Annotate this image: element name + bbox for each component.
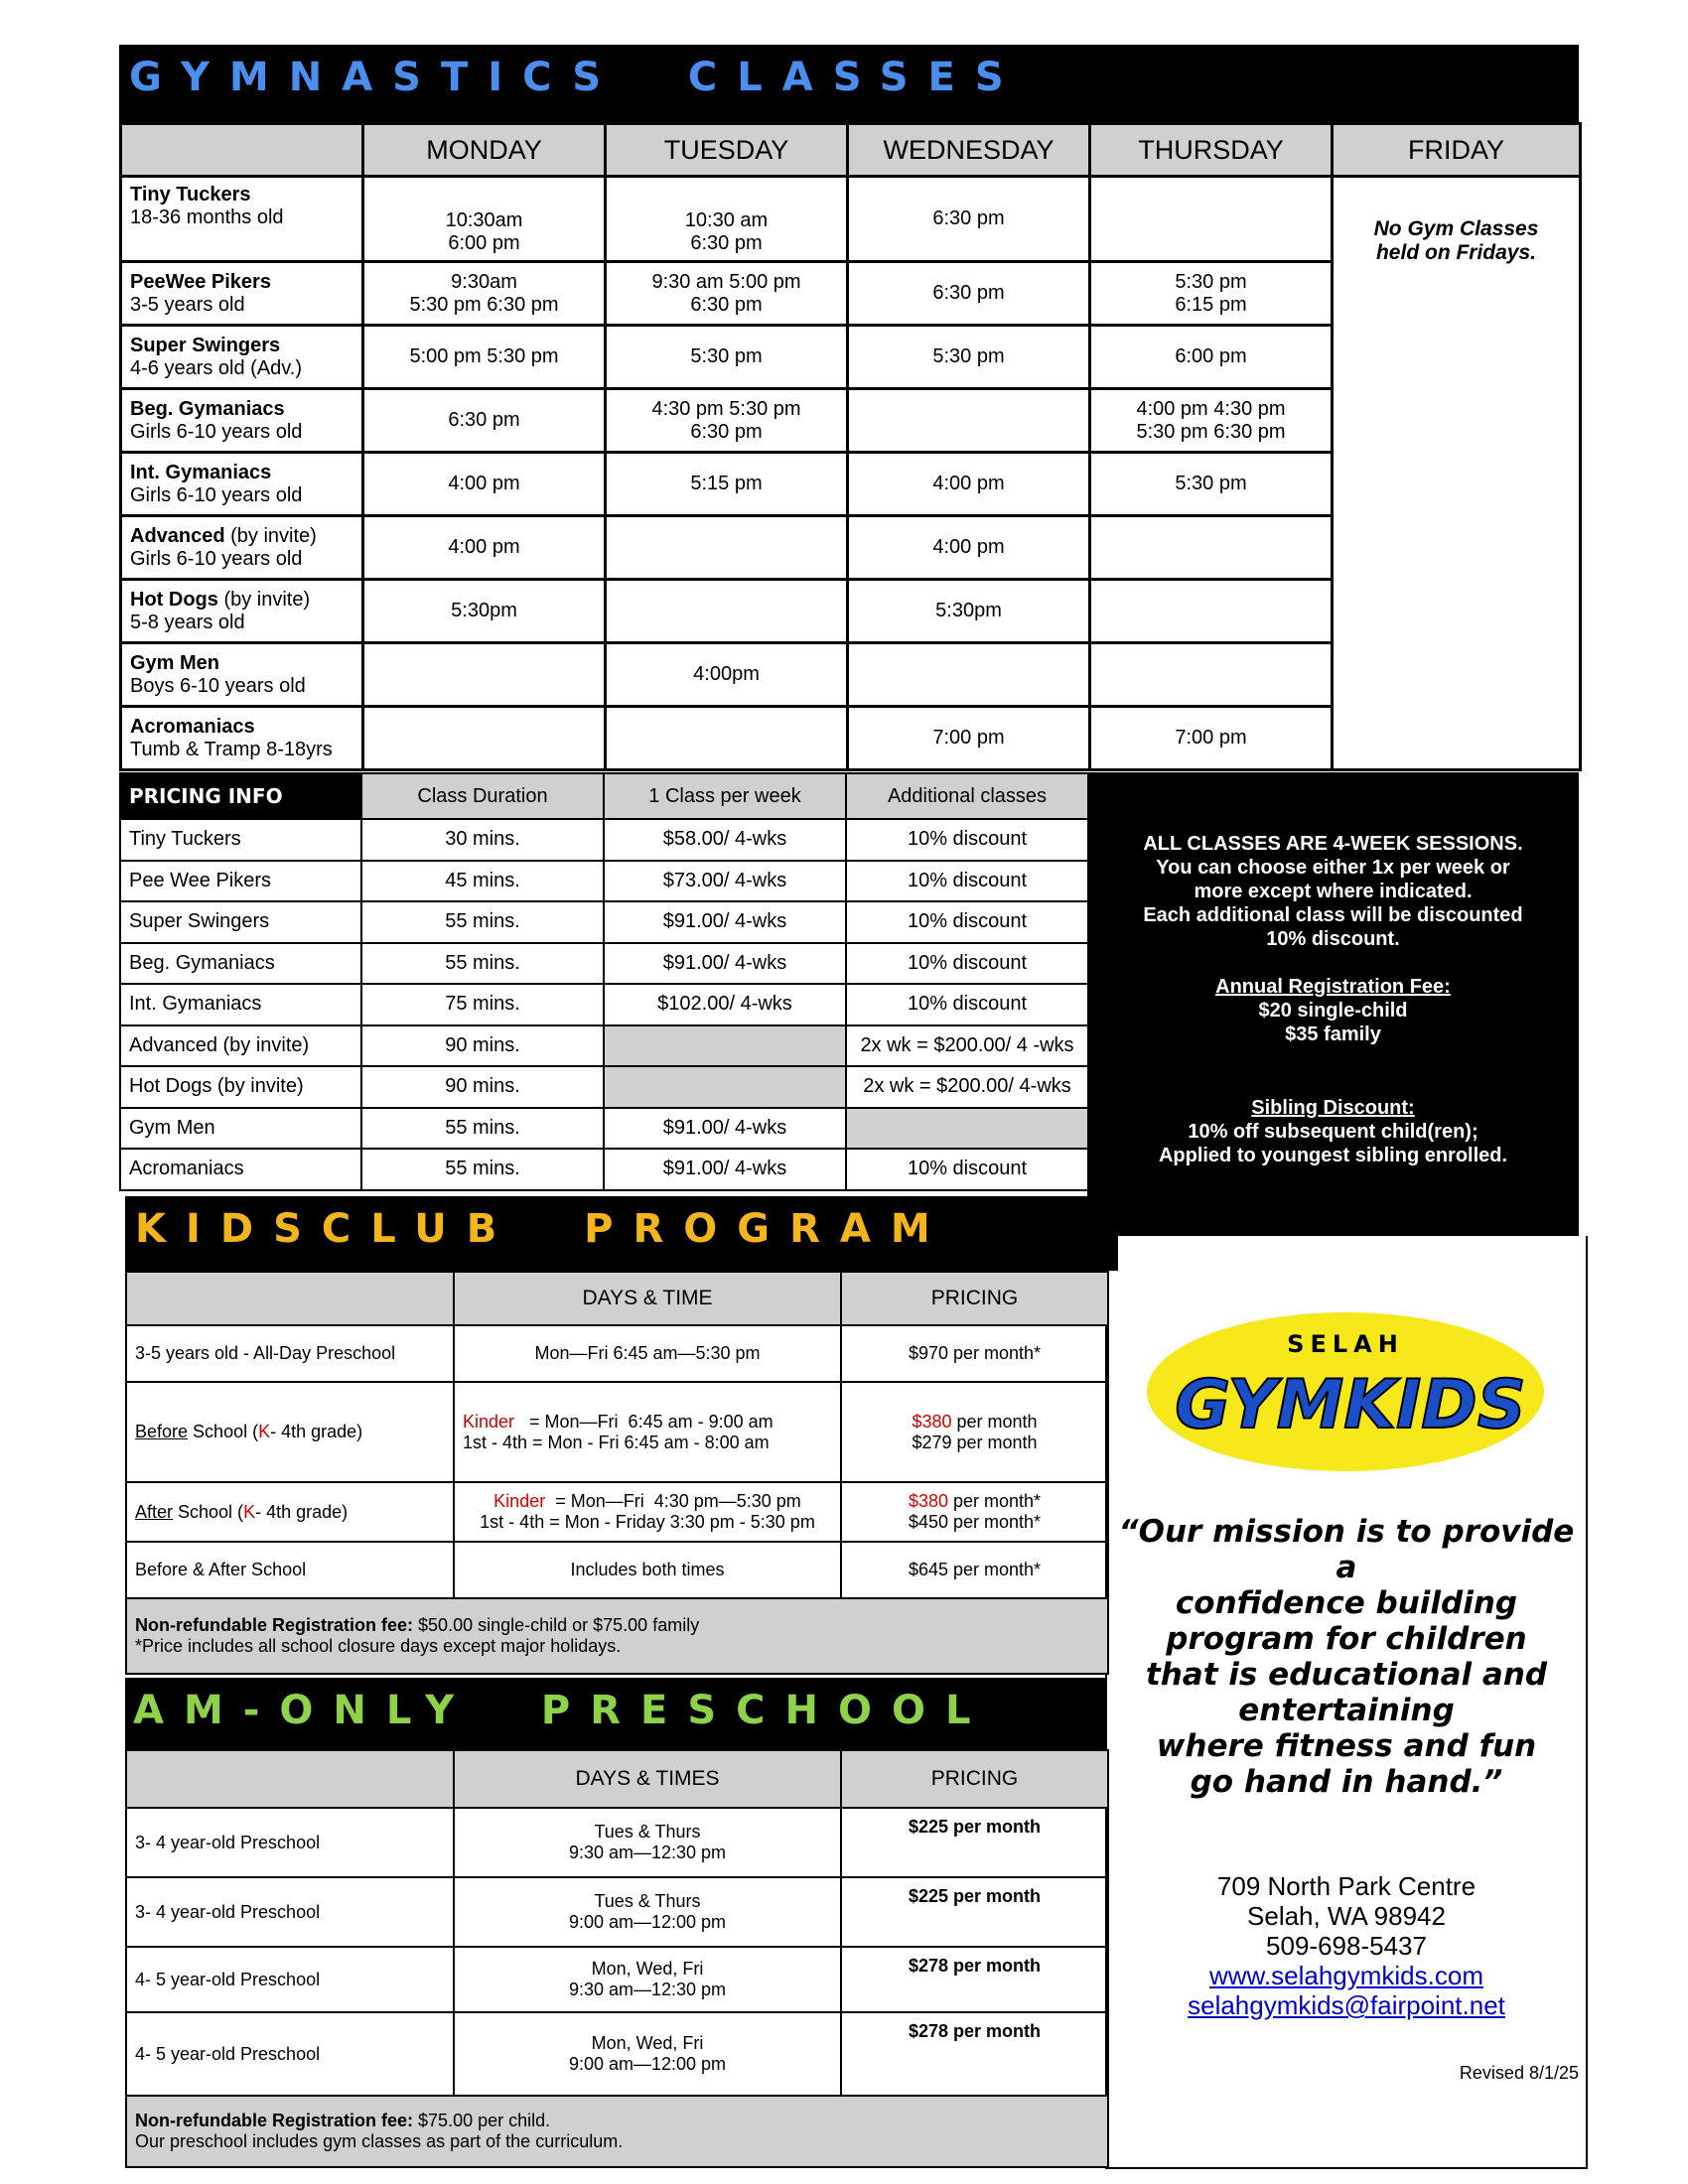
pricing-class-name: Beg. Gymaniacs (120, 943, 361, 985)
pricing-class-name: Hot Dogs (by invite) (120, 1066, 361, 1108)
schedule-cell (606, 707, 848, 770)
corner-cell (121, 124, 363, 177)
preschool-corner (126, 1750, 454, 1808)
preschool-col-days: DAYS & TIMES (454, 1750, 841, 1808)
note-rest: $75.00 per child. (413, 2111, 551, 2130)
pricing-one-class (604, 1066, 846, 1108)
pricing-duration: 90 mins. (361, 1066, 604, 1108)
note-rest: $50.00 single-child or $75.00 family (413, 1615, 700, 1635)
kidsclub-col-days: DAYS & TIME (454, 1272, 841, 1325)
preschool-header-bar (125, 1678, 1107, 1749)
gymnastics-title: GYMNASTICS CLASSES (129, 55, 1024, 100)
class-label (121, 453, 363, 516)
kidsclub-title: KIDSCLUB PROGRAM (135, 1206, 950, 1252)
pricing-one-class: $91.00/ 4-wks (604, 943, 846, 985)
kinder-k: K (243, 1501, 256, 1522)
class-age: Girls 6-10 years old (130, 547, 303, 570)
pricing-one-class (604, 1025, 846, 1067)
schedule-cell: 10:30am 6:00 pm (363, 177, 606, 262)
class-label (121, 177, 363, 262)
pricing-class-name: Int. Gymaniacs (120, 984, 361, 1025)
schedule-cell: 5:30 pm (1090, 453, 1333, 516)
class-age: Girls 6-10 years old (130, 420, 303, 443)
pricing-duration: 30 mins. (361, 819, 604, 861)
col-additional: Additional classes (846, 773, 1088, 819)
gymnastics-header-bar (119, 45, 1579, 122)
program-text-end: - 4th grade) (270, 1422, 363, 1441)
logo-graphic (1142, 1310, 1559, 1474)
gymnastics-schedule-table (119, 122, 1582, 771)
day-header-friday: FRIDAY (1333, 124, 1581, 177)
kidsclub-time: Mon—Fri 6:45 am—5:30 pm (454, 1325, 841, 1382)
program-text: School ( (188, 1422, 259, 1441)
schedule-cell: 4:00 pm (363, 516, 606, 580)
pricing-class-name: Pee Wee Pikers (120, 861, 361, 902)
pricing-duration: 55 mins. (361, 943, 604, 985)
class-age: Tumb & Tramp 8-18yrs (130, 738, 333, 760)
pricing-class-name: Acromaniacs (120, 1149, 361, 1190)
class-name: Advanced (130, 524, 225, 547)
col-class-duration: Class Duration (361, 773, 604, 819)
schedule-cell (1090, 580, 1333, 643)
class-name: Hot Dogs (130, 588, 218, 611)
pricing-additional: 2x wk = $200.00/ 4 -wks (846, 1025, 1088, 1067)
schedule-cell: 5:30pm (363, 580, 606, 643)
schedule-cell (848, 643, 1090, 707)
schedule-cell (606, 516, 848, 580)
sibling-discount-heading: Sibling Discount: (1251, 1097, 1415, 1119)
pricing-duration: 55 mins. (361, 1149, 604, 1190)
class-name: Acromaniacs (130, 715, 255, 738)
schedule-cell: 5:30 pm (848, 326, 1090, 389)
phone-number: 509-698-5437 (1266, 1931, 1427, 1961)
website-link[interactable]: www.selahgymkids.com (1209, 1961, 1483, 1990)
preschool-time: Tues & Thurs 9:00 am—12:00 pm (454, 1877, 841, 1947)
kidsclub-note (126, 1598, 1108, 1674)
kidsclub-program (126, 1382, 454, 1482)
schedule-cell (1090, 516, 1333, 580)
pricing-class-name: Gym Men (120, 1108, 361, 1150)
class-age: 3-5 years old (130, 293, 245, 316)
class-name: Super Swingers (130, 334, 281, 356)
schedule-cell: 4:00 pm 4:30 pm 5:30 pm 6:30 pm (1090, 389, 1333, 453)
time-line: = Mon—Fri 4:30 pm—5:30 pm (545, 1491, 801, 1511)
schedule-cell: 4:00 pm (363, 453, 606, 516)
kidsclub-price (841, 1482, 1108, 1542)
pricing-one-class: $73.00/ 4-wks (604, 861, 846, 902)
friday-cell (1333, 177, 1581, 770)
kidsclub-corner (126, 1272, 454, 1325)
program-text-end: - 4th grade) (255, 1501, 349, 1522)
pricing-duration: 55 mins. (361, 901, 604, 943)
program-text: School ( (173, 1501, 244, 1522)
preschool-time: Tues & Thurs 9:30 am—12:30 pm (454, 1808, 841, 1877)
class-label (121, 262, 363, 326)
schedule-cell: 6:30 pm (848, 177, 1090, 262)
kidsclub-col-pricing: PRICING (841, 1272, 1108, 1325)
preschool-table (125, 1749, 1109, 2168)
pricing-duration: 55 mins. (361, 1108, 604, 1150)
pricing-duration: 75 mins. (361, 984, 604, 1025)
pricing-additional (846, 1108, 1088, 1150)
pricing-additional: 10% discount (846, 984, 1088, 1025)
registration-fee-lines: $20 single-child $35 family (1258, 1000, 1408, 1045)
pricing-additional: 10% discount (846, 1149, 1088, 1190)
schedule-cell: 4:30 pm 5:30 pm 6:30 pm (606, 389, 848, 453)
price-line: $279 per month (912, 1432, 1038, 1452)
pricing-additional: 2x wk = $200.00/ 4-wks (846, 1066, 1088, 1108)
schedule-cell: 9:30am 5:30 pm 6:30 pm (363, 262, 606, 326)
schedule-cell (848, 389, 1090, 453)
schedule-cell: 6:00 pm (1090, 326, 1333, 389)
pricing-info-panel (1087, 772, 1579, 1236)
preschool-program: 3- 4 year-old Preschool (126, 1877, 454, 1947)
note-bold: Non-refundable Registration fee: (135, 1615, 414, 1635)
logo-main-text: GYMKIDS (1175, 1366, 1526, 1444)
class-name: Int. Gymaniacs (130, 461, 272, 483)
kidsclub-header-bar (125, 1196, 1118, 1271)
col-one-class: 1 Class per week (604, 773, 846, 819)
class-age: 5-8 years old (130, 611, 245, 633)
preschool-program: 4- 5 year-old Preschool (126, 1947, 454, 2012)
note-line: *Price includes all school closure days except major holidays. (135, 1636, 622, 1656)
price-unit: per month* (947, 1491, 1042, 1511)
sibling-discount-lines: 10% off subsequent child(ren); Applied to youngest sibling enrolled. (1158, 1121, 1508, 1166)
class-name: Tiny Tuckers (130, 184, 251, 205)
sibling-discount-title (1087, 1096, 1579, 1120)
class-label (121, 326, 363, 389)
kidsclub-program (126, 1482, 454, 1542)
class-label (121, 643, 363, 707)
schedule-cell: 5:00 pm 5:30 pm (363, 326, 606, 389)
class-note: (by invite) (217, 588, 311, 611)
time-line: 1st - 4th = Mon - Fri 6:45 am - 8:00 am (463, 1432, 770, 1452)
class-name: PeeWee Pikers (130, 270, 271, 293)
schedule-cell (1090, 643, 1333, 707)
kidsclub-program: 3-5 years old - All-Day Preschool (126, 1325, 454, 1382)
day-header-monday: MONDAY (363, 124, 606, 177)
preschool-col-pricing: PRICING (841, 1750, 1108, 1808)
note-bold: Non-refundable Registration fee: (135, 2111, 414, 2130)
note-line: Our preschool includes gym classes as part of the curriculum. (135, 2131, 624, 2151)
schedule-cell: 9:30 am 5:00 pm 6:30 pm (606, 262, 848, 326)
class-label (121, 707, 363, 770)
schedule-cell: 10:30 am 6:30 pm (606, 177, 848, 262)
email-link[interactable]: selahgymkids@fairpoint.net (1188, 1990, 1505, 2020)
address-line-1: 709 North Park Centre (1216, 1871, 1477, 1901)
logo-top-text: SELAH (1287, 1330, 1404, 1358)
class-age: Boys 6-10 years old (130, 674, 306, 697)
schedule-cell: 4:00pm (606, 643, 848, 707)
class-name: Beg. Gymaniacs (130, 397, 285, 420)
selah-gymkids-logo (1142, 1310, 1559, 1474)
preschool-program: 3- 4 year-old Preschool (126, 1808, 454, 1877)
class-age: 18-36 months old (130, 206, 284, 228)
schedule-cell: 6:30 pm (363, 389, 606, 453)
schedule-cell (363, 643, 606, 707)
kidsclub-table (125, 1271, 1109, 1675)
preschool-note (126, 2096, 1108, 2167)
pricing-additional: 10% discount (846, 901, 1088, 943)
class-name: Gym Men (130, 651, 220, 674)
registration-fee-title (1087, 975, 1579, 999)
pricing-class-name: Advanced (by invite) (120, 1025, 361, 1067)
day-header-thursday: THURSDAY (1090, 124, 1333, 177)
pricing-class-name: Super Swingers (120, 901, 361, 943)
class-note: (by invite) (224, 524, 317, 547)
class-age: Girls 6-10 years old (130, 483, 303, 506)
schedule-cell (606, 580, 848, 643)
schedule-cell: 5:30 pm 6:15 pm (1090, 262, 1333, 326)
pricing-one-class: $102.00/ 4-wks (604, 984, 846, 1025)
time-line: = Mon—Fri 6:45 am - 9:00 am (514, 1411, 774, 1432)
class-age: 4-6 years old (Adv.) (130, 356, 303, 379)
class-label (121, 580, 363, 643)
kinder-price: $380 (908, 1491, 948, 1511)
schedule-cell: 5:15 pm (606, 453, 848, 516)
mission-statement: “Our mission is to provide a confidence building program for children that is educational and entertaining where fitness and fun go hand in hand.” (1118, 1514, 1575, 1800)
after-label: After (135, 1501, 174, 1522)
kinder-k: K (258, 1422, 271, 1441)
kinder-label: Kinder (493, 1491, 546, 1511)
schedule-cell: 5:30pm (848, 580, 1090, 643)
preschool-price: $278 per month (841, 2012, 1108, 2096)
day-header-wednesday: WEDNESDAY (848, 124, 1090, 177)
revised-date: Revised 8/1/25 (1459, 2063, 1579, 2083)
registration-fee-heading: Annual Registration Fee: (1215, 976, 1451, 998)
schedule-cell: 5:30 pm (606, 326, 848, 389)
preschool-program: 4- 5 year-old Preschool (126, 2012, 454, 2096)
schedule-cell: 4:00 pm (848, 516, 1090, 580)
kidsclub-program: Before & After School (126, 1542, 454, 1598)
preschool-price: $225 per month (841, 1877, 1108, 1947)
pricing-class-name: Tiny Tuckers (120, 819, 361, 861)
schedule-cell (363, 707, 606, 770)
preschool-price: $225 per month (841, 1808, 1108, 1877)
pricing-additional: 10% discount (846, 861, 1088, 902)
day-header-tuesday: TUESDAY (606, 124, 848, 177)
time-line: 1st - 4th = Mon - Friday 3:30 pm - 5:30 pm (480, 1512, 815, 1532)
friday-note: No Gym Classes held on Fridays. (1373, 217, 1539, 264)
schedule-cell (1090, 177, 1333, 262)
class-label (121, 389, 363, 453)
kinder-label: Kinder (463, 1411, 515, 1432)
preschool-time: Mon, Wed, Fri 9:00 am—12:00 pm (454, 2012, 841, 2096)
kidsclub-price (841, 1382, 1108, 1482)
kinder-price: $380 (912, 1411, 952, 1432)
pricing-table (119, 772, 1089, 1191)
sessions-info: ALL CLASSES ARE 4-WEEK SESSIONS. You can choose either 1x per week or more except where indicated. Each additional class will be discounted 10% discount. (1143, 833, 1523, 950)
kidsclub-time (454, 1482, 841, 1542)
address-line-2: Selah, WA 98942 (1247, 1901, 1446, 1931)
preschool-title: AM-ONLY PRESCHOOL (133, 1688, 991, 1733)
preschool-price: $278 per month (841, 1947, 1108, 2012)
pricing-info-header: PRICING INFO (120, 773, 361, 819)
schedule-cell: 7:00 pm (848, 707, 1090, 770)
kidsclub-time (454, 1382, 841, 1482)
price-line: $450 per month* (908, 1512, 1042, 1532)
preschool-time: Mon, Wed, Fri 9:30 am—12:30 pm (454, 1947, 841, 2012)
kidsclub-price: $645 per month* (841, 1542, 1108, 1598)
pricing-additional: 10% discount (846, 943, 1088, 985)
price-unit: per month (951, 1411, 1038, 1432)
schedule-cell: 7:00 pm (1090, 707, 1333, 770)
pricing-duration: 45 mins. (361, 861, 604, 902)
pricing-one-class: $58.00/ 4-wks (604, 819, 846, 861)
before-label: Before (135, 1422, 189, 1441)
pricing-one-class: $91.00/ 4-wks (604, 901, 846, 943)
schedule-cell: 4:00 pm (848, 453, 1090, 516)
contact-info (1107, 1871, 1586, 2020)
kidsclub-time: Includes both times (454, 1542, 841, 1598)
class-label (121, 516, 363, 580)
pricing-one-class: $91.00/ 4-wks (604, 1108, 846, 1150)
pricing-duration: 90 mins. (361, 1025, 604, 1067)
pricing-one-class: $91.00/ 4-wks (604, 1149, 846, 1190)
kidsclub-price: $970 per month* (841, 1325, 1108, 1382)
pricing-additional: 10% discount (846, 819, 1088, 861)
schedule-cell: 6:30 pm (848, 262, 1090, 326)
